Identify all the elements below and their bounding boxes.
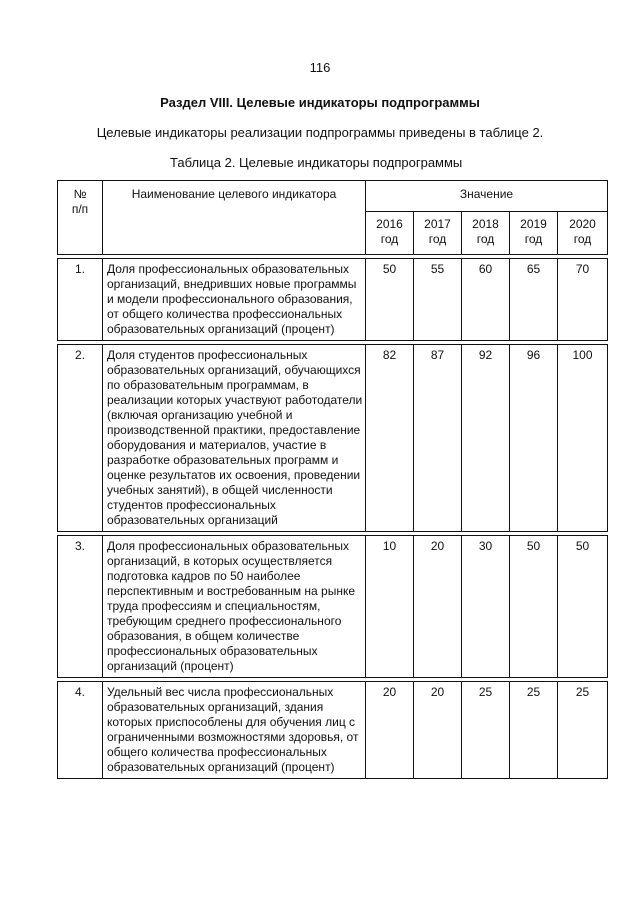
indicator-value: 30	[462, 536, 510, 678]
indicator-value: 25	[462, 682, 510, 779]
indicator-value: 50	[366, 259, 414, 341]
table-caption: Таблица 2. Целевые индикаторы подпрограммы	[170, 155, 463, 170]
indicators-table	[57, 180, 608, 779]
indicator-value: 25	[558, 682, 608, 779]
indicator-value: 20	[414, 682, 462, 779]
indicator-name: Доля профессиональных образовательных организаций, в которых осуществляется подготовка кадров по 50 наиболее перспективным и востребованным на рынке труда профессиям и специальностям, требующим среднего профессионального образования, в общем количестве профессиональных образовательных организаций (процент)	[103, 536, 366, 678]
row-number: 4.	[58, 682, 103, 779]
indicator-value: 50	[558, 536, 608, 678]
indicator-value: 60	[462, 259, 510, 341]
indicator-name: Удельный вес числа профессиональных образовательных организаций, здания которых приспособлены для обучения лиц с ограниченными возможностями здоровья, от общего количества профессиональных образовательных организаций (процент)	[103, 682, 366, 779]
header-value: Значение	[366, 181, 608, 212]
indicator-value: 10	[366, 536, 414, 678]
header-name: Наименование целевого индикатора	[103, 181, 366, 255]
section-title: Раздел VIII. Целевые индикаторы подпрограммы	[160, 95, 480, 110]
indicator-value: 65	[510, 259, 558, 341]
indicator-value: 92	[462, 345, 510, 532]
table-row	[58, 682, 608, 779]
row-number: 3.	[58, 536, 103, 678]
table-row	[58, 345, 608, 532]
row-number: 2.	[58, 345, 103, 532]
header-num: № п/п	[58, 181, 103, 255]
table-row	[58, 259, 608, 341]
table-row	[58, 536, 608, 678]
indicator-value: 70	[558, 259, 608, 341]
header-year: 2019 год	[510, 212, 558, 255]
header-year: 2016 год	[366, 212, 414, 255]
indicator-value: 82	[366, 345, 414, 532]
indicator-value: 20	[414, 536, 462, 678]
header-year: 2020 год	[558, 212, 608, 255]
indicator-name: Доля профессиональных образовательных организаций, внедривших новые программы и модели профессионального образования, от общего количества профессиональных образовательных организаций (процент)	[103, 259, 366, 341]
indicator-value: 25	[510, 682, 558, 779]
page-number: 116	[309, 60, 331, 75]
indicator-name: Доля студентов профессиональных образовательных организаций, обучающихся по образовательным программам, в реализации которых участвуют работодатели (включая организацию учебной и производственной практики, предоставление оборудования и материалов, участие в разработке образовательных программ и оценке результатов их освоения, проведении учебных занятий), в общей численности студентов профессиональных образовательных организаций	[103, 345, 366, 532]
indicator-value: 50	[510, 536, 558, 678]
intro-text: Целевые индикаторы реализации подпрограммы приведены в таблице 2.	[96, 125, 544, 140]
indicator-value: 87	[414, 345, 462, 532]
indicator-value: 100	[558, 345, 608, 532]
row-number: 1.	[58, 259, 103, 341]
header-year: 2017 год	[414, 212, 462, 255]
indicator-value: 20	[366, 682, 414, 779]
indicator-value: 55	[414, 259, 462, 341]
header-year: 2018 год	[462, 212, 510, 255]
indicator-value: 96	[510, 345, 558, 532]
